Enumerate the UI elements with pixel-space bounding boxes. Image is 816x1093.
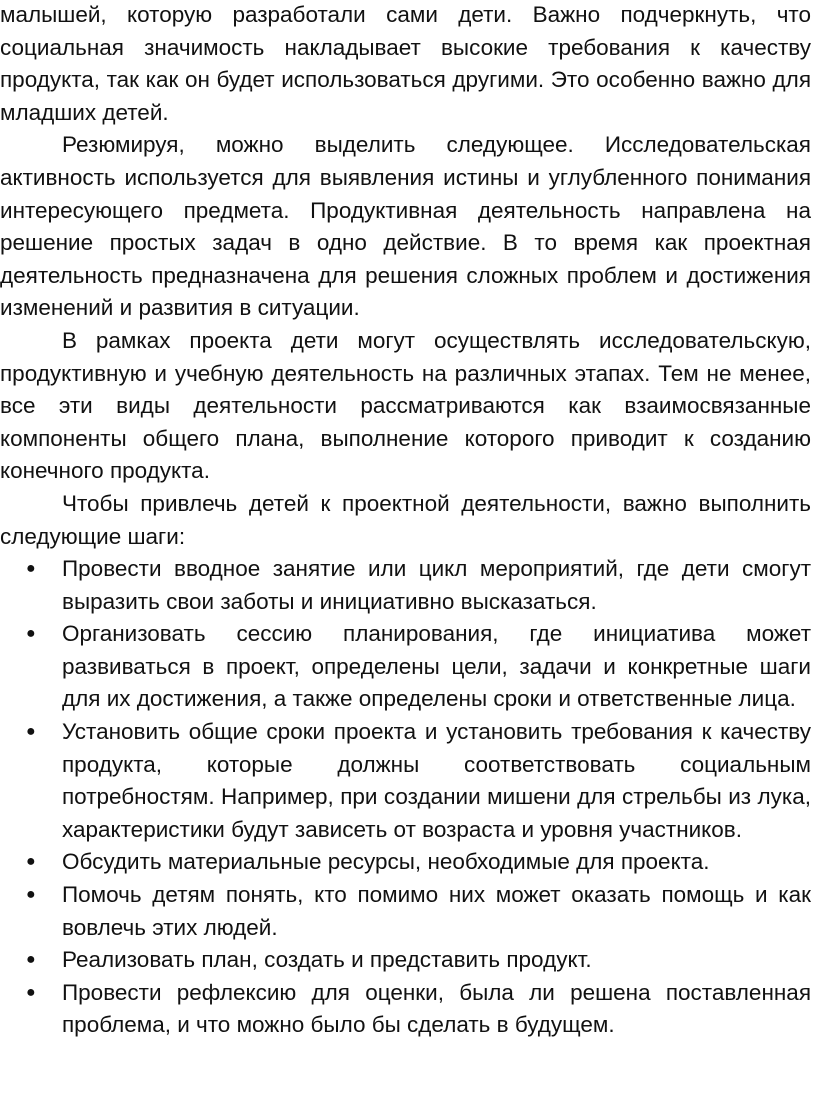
list-item-text: Провести рефлексию для оценки, была ли решена поставленная проблема, и что можно было бы сделать в будущем. [62, 979, 811, 1038]
bullet-icon: ● [26, 853, 36, 871]
list-item [0, 618, 811, 716]
bullet-icon: ● [26, 560, 36, 578]
list-item [0, 977, 811, 1042]
bullet-icon: ● [26, 723, 36, 741]
paragraph-project-activity: В рамках проекта дети могут осуществлять исследовательскую, продуктивную и учебную деятельность на различных этапах. Тем не менее, все эти виды деятельности рассматриваются как взаимосвязанные компоненты общего плана, выполнение которого приводит к созданию конечного продукта. [0, 327, 811, 484]
list-item-text: Провести вводное занятие или цикл мероприятий, где дети смогут выразить свои заботы и инициативно высказаться. [62, 556, 811, 614]
list-item-text: Обсудить материальные ресурсы, необходимые для проекта. [62, 849, 710, 875]
list-item [0, 944, 811, 977]
bullet-icon: ● [26, 951, 36, 969]
paragraph-summary: Резюмируя, можно выделить следующее. Исследовательская активность используется для выявления истины и углубленного понимания интересующего предмета. Продуктивная деятельность направлена на решение простых задач в одно действие. В то время как проектная деятельность предназначена для решения сложных проблем и достижения изменений и развития в ситуации. [0, 132, 811, 321]
list-item [0, 716, 811, 846]
steps-list [0, 553, 811, 1042]
list-item-text: Помочь детям понять, кто помимо них может оказать помощь и как вовлечь этих людей. [62, 882, 811, 940]
bullet-icon: ● [26, 886, 36, 904]
list-item-text: Организовать сессию планирования, где инициатива может развиваться в проект, определены цели, задачи и конкретные шаги для их достижения, а также определены сроки и ответственные лица. [62, 621, 811, 712]
bullet-icon: ● [26, 625, 36, 643]
list-item-text: Установить общие сроки проекта и установить требования к качеству продукта, которые должны соответствовать социальным потребностям. Например, при создании мишени для стрельбы из лука, характеристики будут зависеть от возраста и уровня участников. [62, 719, 811, 842]
list-item [0, 846, 811, 879]
list-item [0, 553, 811, 618]
bullet-icon: ● [26, 983, 36, 1001]
list-item [0, 879, 811, 944]
paragraph-continuation: малышей, которую разработали сами дети. Важно подчеркнуть, что социальная значимость накладывает высокие требования к качеству продукта, так как он будет использоваться другими. Это особенно важно для младших детей. [0, 2, 811, 125]
paragraph-steps-intro: Чтобы привлечь детей к проектной деятельности, важно выполнить следующие шаги: [0, 490, 811, 549]
list-item-text: Реализовать план, создать и представить продукт. [62, 947, 592, 973]
